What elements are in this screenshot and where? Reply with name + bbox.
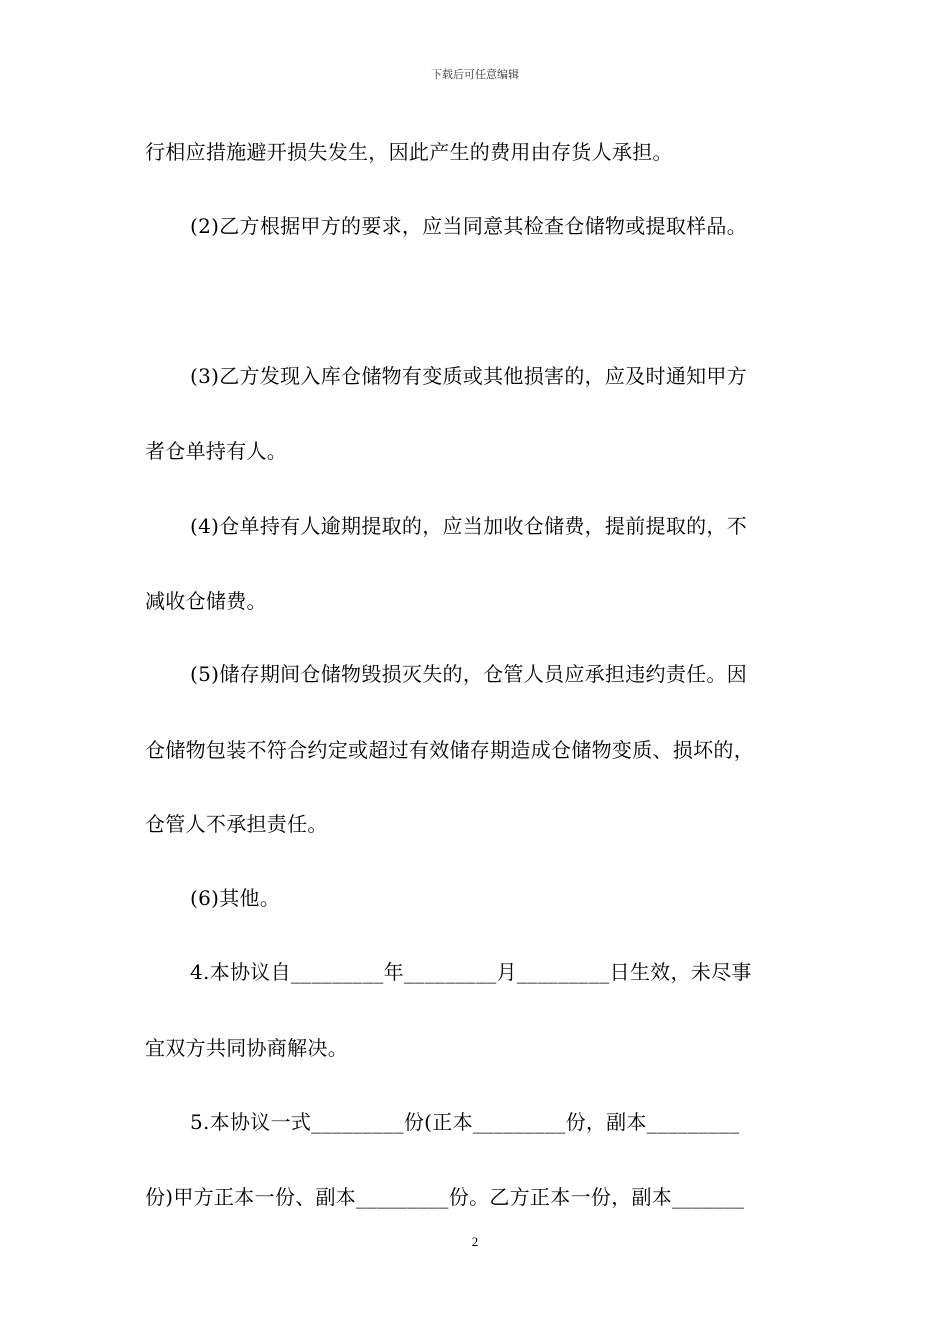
paragraph-line: 仓管人不承担责任。 [145, 812, 328, 836]
paragraph-line: 行相应措施避开损失发生，因此产生的费用由存货人承担。 [145, 140, 673, 164]
paragraph-line: 4.本协议自_________年_________月_________日生效，未尽事 [190, 960, 752, 984]
paragraph-line: (6)其他。 [190, 886, 281, 910]
paragraph-line: 份)甲方正本一份、副本_________份。乙方正本一份，副本_______ [145, 1185, 745, 1209]
paragraph-line: (4)仓单持有人逾期提取的，应当加收仓储费，提前提取的，不 [190, 514, 748, 538]
paragraph-line: 宜双方共同协商解决。 [145, 1036, 348, 1060]
paragraph-line: (5)储存期间仓储物毁损灭失的，仓管人员应承担违约责任。因 [190, 662, 748, 686]
paragraph-line: 者仓单持有人。 [145, 439, 288, 463]
paragraph-line: 仓储物包装不符合约定或超过有效储存期造成仓储物变质、损坏的， [145, 738, 754, 762]
page-header: 下载后可任意编辑 [431, 68, 519, 81]
paragraph-line: (3)乙方发现入库仓储物有变质或其他损害的，应及时通知甲方 [190, 364, 748, 388]
paragraph-line: (2)乙方根据甲方的要求，应当同意其检查仓储物或提取样品。 [190, 214, 748, 238]
page-number: 2 [471, 1234, 479, 1249]
paragraph-line: 5.本协议一式_________份(正本_________份，副本_________ [190, 1110, 740, 1134]
paragraph-line: 减收仓储费。 [145, 589, 267, 613]
